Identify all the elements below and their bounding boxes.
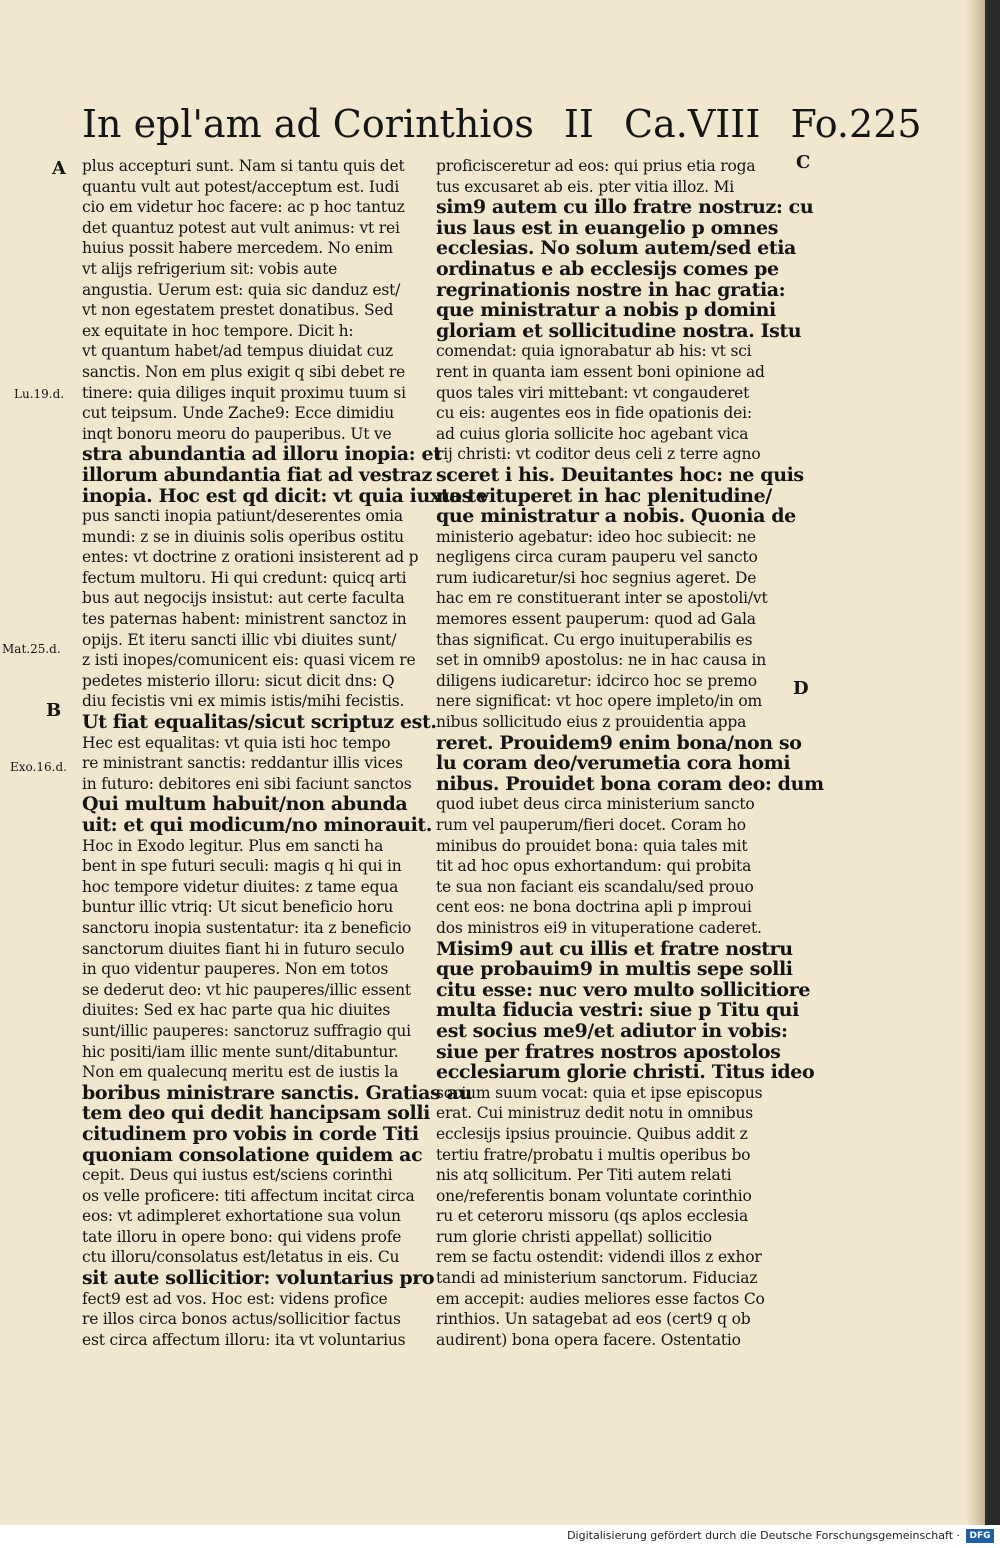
text-line: rij christi: vt coditor deus celi z terre agno: [436, 445, 761, 464]
text-line: rum iudicaretur/si hoc segnius ageret. De: [436, 568, 757, 587]
text-line: cepit. Deus qui iustus est/sciens corinthi: [82, 1166, 393, 1185]
text-line: diuites: Sed ex hac parte qua hic diuites: [82, 1001, 391, 1020]
text-line: reret. Prouidem9 enim bona/non so: [436, 731, 802, 754]
right-text-column: [436, 156, 824, 1350]
text-line: tes paternas habent: ministrent sanctoz in: [82, 610, 407, 629]
text-line: cu eis: augentes eos in fide opationis dei:: [436, 404, 752, 423]
text-line: ministerio agebatur: ideo hoc subiecit: ne: [436, 527, 756, 546]
text-line: citu esse: nuc vero multo sollicitiore: [436, 978, 811, 1001]
text-line: nis atq sollicitum. Per Titi autem relati: [436, 1166, 732, 1185]
text-line: quod iubet deus circa ministerium sancto: [436, 795, 755, 814]
text-line: tandi ad ministerium sanctorum. Fiduciaz: [436, 1269, 758, 1288]
footer-credit: Digitalisierung gefördert durch die Deutsche Forschungsgemeinschaft ·: [567, 1529, 960, 1542]
text-line: sceret i his. Deuitantes hoc: ne quis: [436, 463, 804, 486]
margin-letter-b: B: [46, 700, 62, 721]
text-line: citudinem pro vobis in corde Titi: [82, 1122, 419, 1145]
footer-bar: [0, 1525, 1000, 1548]
header-book: II: [563, 102, 594, 146]
text-line: illorum abundantia fiat ad vestraz: [82, 463, 432, 486]
text-line: set in omnib9 apostolus: ne in hac causa in: [436, 651, 767, 670]
text-line: est circa affectum illoru: ita vt voluntarius: [82, 1330, 406, 1349]
text-line: inopia. Hoc est qd dicit: vt quia iuxta te: [82, 484, 488, 507]
text-line: angustia. Uerum est: quia sic danduz est/: [82, 280, 401, 299]
text-line: re ministrant sanctis: reddantur illis vices: [82, 754, 403, 773]
text-line: em accepit: audies meliores esse factos Co: [436, 1289, 765, 1308]
text-line: inqt bonoru meoru do pauperibus. Ut ve: [82, 424, 392, 443]
text-line: in futuro: debitores eni sibi faciunt sanctos: [82, 774, 412, 793]
text-line: os velle proficere: titi affectum incitat circa: [82, 1186, 415, 1205]
margin-letter-c: C: [796, 152, 811, 173]
header-title: In epl'am ad Corinthios: [82, 102, 534, 146]
text-line: Hoc in Exodo legitur. Plus em sancti ha: [82, 836, 384, 855]
text-line: ecclesijs ipsius prouincie. Quibus addit z: [436, 1124, 748, 1143]
text-line: te sua non faciant eis scandalu/sed prouo: [436, 877, 754, 896]
text-line: tit ad hoc opus exhortandum: qui probita: [436, 857, 752, 876]
text-line: diu fecistis vni ex mimis istis/mihi fecistis.: [82, 692, 405, 711]
text-line: sim9 autem cu illo fratre nostruz: cu: [436, 196, 814, 219]
text-line: audirent) bona opera facere. Ostentatio: [436, 1330, 741, 1349]
margin-note-matthew: Mat.25.d.: [2, 642, 61, 656]
text-line: tinere: quia diliges inquit proximu tuum si: [82, 383, 406, 402]
text-line: comendat: quia ignorabatur ab his: vt sci: [436, 342, 752, 361]
left-text-column: [82, 156, 488, 1350]
text-line: bus aut negocijs insistut: aut certe faculta: [82, 589, 405, 608]
text-line: rent in quanta iam essent boni opinione ad: [436, 362, 765, 381]
text-line: vt alijs refrigerium sit: vobis aute: [82, 259, 338, 278]
text-line: hic positi/iam illic mente sunt/ditabuntur.: [82, 1042, 399, 1061]
text-line: nere significat: vt hoc opere impleto/in om: [436, 692, 762, 711]
text-line: minibus do prouidet bona: quia tales mit: [436, 836, 748, 855]
text-line: siue per fratres nostros apostolos: [436, 1040, 781, 1063]
text-line: buntur illic vtriq: Ut sicut beneficio horu: [82, 898, 394, 917]
text-line: est socius me9/et adiutor in vobis:: [436, 1019, 788, 1042]
text-line: memores essent pauperum: quod ad Gala: [436, 610, 756, 629]
text-line: rinthios. Un satagebat ad eos (cert9 q ob: [436, 1310, 751, 1329]
header-folio: Fo.225: [790, 102, 922, 146]
text-line: ecclesias. No solum autem/sed etia: [436, 237, 796, 260]
text-line: plus accepturi sunt. Nam si tantu quis det: [82, 157, 405, 175]
text-line: quantu vult aut potest/acceptum est. Iudi: [82, 177, 400, 196]
text-line: que ministratur a nobis. Quonia de: [436, 505, 796, 528]
text-line: sanctis. Non em plus exigit q sibi debet re: [82, 362, 406, 381]
text-line: socium suum vocat: quia et ipse episcopus: [436, 1083, 763, 1102]
text-line: hoc tempore videtur diuites: z tame equa: [82, 877, 399, 896]
text-line: in quo videntur pauperes. Non em totos: [82, 960, 389, 979]
text-line: nibus sollicitudo eius z prouidentia appa: [436, 713, 747, 732]
text-line: proficisceretur ad eos: qui prius etia roga: [436, 157, 756, 175]
text-line: ctu illoru/consolatus est/letatus in eis. Cu: [82, 1248, 400, 1267]
text-line: ecclesiarum glorie christi. Titus ideo: [436, 1061, 815, 1084]
text-line: nos vituperet in hac plenitudine/: [436, 484, 772, 507]
margin-note-luke: Lu.19.d.: [14, 387, 65, 401]
margin-letter-a: A: [52, 158, 66, 179]
text-line: hac em re constituerant inter se apostoli/vt: [436, 589, 768, 608]
text-line: sanctoru inopia sustentatur: ita z beneficio: [82, 918, 412, 937]
text-line: ex equitate in hoc tempore. Dicit h:: [82, 321, 354, 340]
text-line: pedetes misterio illoru: sicut dicit dns: Q: [82, 671, 395, 690]
text-line: gloriam et sollicitudine nostra. Istu: [436, 319, 802, 342]
text-line: stra abundantia ad illoru inopia: et: [82, 443, 442, 466]
margin-note-exodus: Exo.16.d.: [10, 760, 67, 774]
text-line: quoniam consolatione quidem ac: [82, 1143, 423, 1166]
text-line: pus sancti inopia patiunt/deserentes omia: [82, 507, 403, 526]
text-line: cent eos: ne bona doctrina apli p improui: [436, 898, 752, 917]
text-line: thas significat. Cu ergo inuituperabilis es: [436, 630, 753, 649]
text-line: diligens iudicaretur: idcirco hoc se premo: [436, 671, 757, 690]
header-chapter: Ca.VIII: [624, 102, 761, 146]
text-line: quos tales viri mittebant: vt congauderet: [436, 383, 750, 402]
margin-letter-d: D: [793, 678, 809, 699]
text-line: det quantuz potest aut vult animus: vt rei: [82, 218, 400, 237]
text-line: cut teipsum. Unde Zache9: Ecce dimidiu: [82, 404, 395, 423]
text-line: Hec est equalitas: vt quia isti hoc tempo: [82, 733, 391, 752]
text-line: tem deo qui dedit hancipsam solli: [82, 1102, 431, 1125]
text-line: mundi: z se in diuinis solis operibus ostitu: [82, 527, 404, 546]
text-line: bent in spe futuri seculi: magis q hi qui in: [82, 857, 402, 876]
text-line: huius possit habere mercedem. No enim: [82, 239, 393, 258]
text-line: se dederut deo: vt hic pauperes/illic essent: [82, 980, 411, 999]
text-line: rem se factu ostendit: videndi illos z exhor: [436, 1248, 762, 1267]
text-line: fect9 est ad vos. Hoc est: videns profice: [82, 1289, 388, 1308]
text-line: tertiu fratre/probatu i multis operibus bo: [436, 1145, 751, 1164]
text-line: ordinatus e ab ecclesijs comes pe: [436, 257, 779, 280]
text-line: negligens circa curam pauperu vel sancto: [436, 548, 758, 567]
text-line: Qui multum habuit/non abunda: [82, 793, 408, 816]
text-line: sanctorum diuites fiant hi in futuro seculo: [82, 939, 405, 958]
text-line: re illos circa bonos actus/sollicitior factus: [82, 1310, 401, 1329]
text-line: ad cuius gloria sollicite hoc agebant vica: [436, 424, 749, 443]
text-line: one/referentis bonam voluntate corinthio: [436, 1186, 752, 1205]
text-line: lu coram deo/verumetia cora homi: [436, 752, 791, 775]
text-line: que ministratur a nobis p domini: [436, 299, 776, 322]
text-line: vt non egestatem prestet donatibus. Sed: [82, 301, 394, 320]
text-line: rum vel pauperum/fieri docet. Coram ho: [436, 816, 746, 834]
text-line: entes: vt doctrine z orationi insisterent ad p: [82, 548, 419, 567]
text-line: multa fiducia vestri: siue p Titu qui: [436, 999, 799, 1022]
text-line: Ut fiat equalitas/sicut scriptuz est.: [82, 711, 437, 734]
dfg-logo: DFG: [966, 1529, 994, 1543]
text-line: eos: vt adimpleret exhortatione sua volun: [82, 1207, 401, 1226]
text-line: erat. Cui ministruz dedit notu in omnibus: [436, 1104, 753, 1123]
text-line: nibus. Prouidet bona coram deo: dum: [436, 772, 824, 795]
text-line: rum glorie christi appellat) sollicitio: [436, 1227, 712, 1246]
text-line: boribus ministrare sanctis. Gratias au: [82, 1081, 472, 1104]
text-line: Non em qualecunq meritu est de iustis la: [82, 1063, 399, 1082]
text-line: sit aute sollicitior: voluntarius pro: [82, 1267, 435, 1290]
text-line: opijs. Et iteru sancti illic vbi diuites sunt/: [82, 630, 397, 649]
text-line: cio em videtur hoc facere: ac p hoc tantuz: [82, 198, 405, 217]
text-line: tate illoru in opere bono: qui videns profe: [82, 1227, 402, 1246]
text-line: regrinationis nostre in hac gratia:: [436, 278, 786, 301]
text-line: ru et ceteroru missoru (qs aplos ecclesia: [436, 1207, 748, 1226]
text-line: uit: et qui modicum/no minorauit.: [82, 814, 433, 836]
text-line: vt quantum habet/ad tempus diuidat cuz: [82, 342, 393, 361]
text-line: dos ministros ei9 in vituperatione caderet.: [436, 918, 762, 937]
running-header: [82, 96, 922, 152]
text-line: Misim9 aut cu illis et fratre nostru: [436, 937, 793, 960]
text-line: ius laus est in euangelio p omnes: [436, 216, 779, 239]
text-line: que probauim9 in multis sepe solli: [436, 958, 793, 981]
text-line: z isti inopes/comunicent eis: quasi vicem re: [82, 651, 416, 670]
text-line: fectum multoru. Hi qui credunt: quicq arti: [82, 568, 407, 587]
text-line: sunt/illic pauperes: sanctoruz suffragio qui: [82, 1021, 411, 1040]
text-line: tus excusaret ab eis. pter vitia illoz. Mi: [436, 177, 735, 196]
